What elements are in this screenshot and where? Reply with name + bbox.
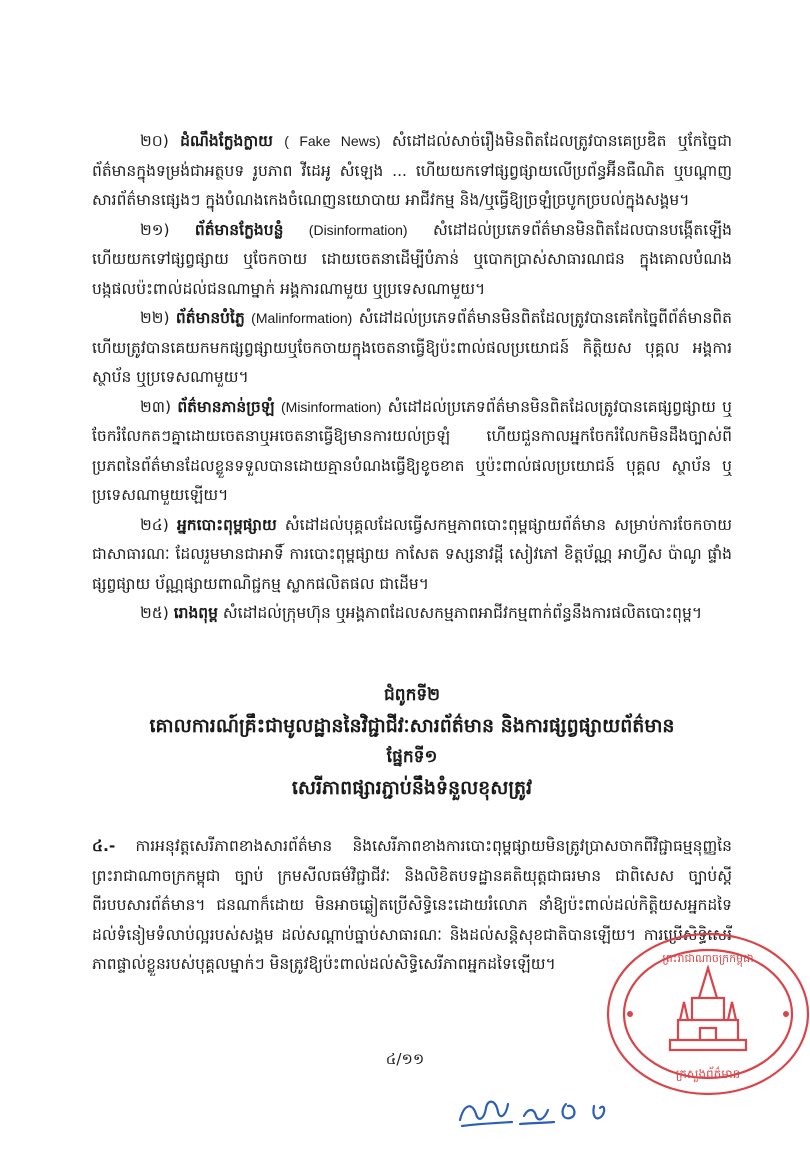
- definition-20: [92, 127, 732, 216]
- page-number: ៤/១១: [385, 1050, 425, 1068]
- definition-english: (Malinformation): [251, 310, 353, 326]
- definition-25: [92, 599, 732, 629]
- definition-number: ២៣): [140, 397, 172, 416]
- handwritten-initials: [454, 1090, 624, 1134]
- seal-bottom-text: ក្រសួងព័ត៌មាន: [675, 1067, 741, 1081]
- definition-body: សំដៅដល់បុគ្គលដែលធ្វើសកម្មភាពបោះពុម្ពផ្សាយព័ត៌មាន សម្រាប់ការចែកចាយជាសាធារណៈ ដែលរួមមានជាអាទិ៍ ការបោះពុម្ពផ្សាយ កាសែត ទស្សនាវដ្ដី សៀវភៅ ខិត្តប័ណ្ណ អាហ្វីស ប៉ាណូ ផ្ទាំងផ្សព្វផ្សាយ ប័ណ្ណផ្សាយពាណិជ្ជកម្ម ស្លាកផលិតផល ជាដើម។: [92, 515, 732, 593]
- definition-number: ២៤): [140, 515, 169, 534]
- definition-number: ២២): [140, 309, 170, 327]
- section-label: ផ្នែកទី១: [386, 747, 438, 767]
- definition-23: [92, 393, 732, 511]
- definition-english: ( Fake News): [284, 133, 381, 149]
- chapter-title: គោលការណ៍គ្រឹះជាមូលដ្ឋាននៃវិជ្ជាជីវៈសារព័ត៌មាន និងការផ្សព្វផ្សាយព័ត៌មាន: [149, 715, 675, 737]
- definition-term: ព័ត៌មានបំភ្លៃ: [175, 309, 245, 327]
- definition-number: ២១): [140, 220, 170, 239]
- definition-body: សំដៅដល់ក្រុមហ៊ុន ឬអង្គភាពដែលសកម្មភាពអាជីវកម្មពាក់ព័ន្ធនឹងការផលិតបោះពុម្ព។: [217, 604, 703, 622]
- definition-term: អ្នកបោះពុម្ពផ្សាយ: [176, 515, 277, 534]
- definition-22: [92, 304, 732, 393]
- article-number: ៤.-: [92, 837, 116, 855]
- article-body: ការអនុវត្តសេរីភាពខាងសារព័ត៌មាន និងសេរីភាពខាងការបោះពុម្ពផ្សាយមិនត្រូវប្រាសចាកពីវិជ្ជាធម្មនុញ្ញនៃព្រះរាជាណាចក្រកម្ពុជា ច្បាប់ ក្រមសីលធម៌វិជ្ជាជីវៈ និងលិខិតបទដ្ឋានគតិយុត្តជាធរមាន ជាពិសេស ច្បាប់ស្ដីពីរបបសារព័ត៌មាន។ ជនណាក៏ដោយ មិនអាចឆ្លៀតប្រើសិទ្ធិនេះដោយរំលោភ នាំឱ្យប៉ះពាល់ដល់កិត្តិយសអ្នកដទៃ ដល់ទំនៀមទំលាប់ល្អរបស់សង្គម ដល់សណ្ដាប់ធ្នាប់សាធារណៈ និងដល់សន្ដិសុខជាតិបានឡើយ។ ការប្រើសិទ្ធិសេរីភាពផ្ទាល់ខ្លួនរបស់បុគ្គលម្នាក់ៗ មិនត្រូវឱ្យប៉ះពាល់ដល់សិទ្ធិសេរីភាពអ្នកដទៃឡើយ។: [92, 837, 732, 973]
- definition-term: ដំណឹងក្លែងក្លាយ: [180, 132, 273, 150]
- ministry-seal: [600, 928, 810, 1098]
- definition-english: (Misinformation): [281, 398, 382, 415]
- seal-top-text: ព្រះរាជាណាចក្រកម្ពុជា: [662, 952, 754, 965]
- section-title: សេរីភាពផ្សារភ្ជាប់នឹងទំនួលខុសត្រូវ: [291, 777, 533, 799]
- definition-body: សំដៅដល់ប្រភេទព័ត៌មានមិនពិតដែលត្រូវបានគេផ្សព្វផ្សាយ ឬចែករំលែកតៗគ្នាដោយចេតនាឬអចេតនាធ្វើឱ្យមានការយល់ច្រឡំ ហើយជួនកាលអ្នកចែករំលែកមិនដឹងច្បាស់ពីប្រភពនៃព័ត៌មានដែលខ្លួនទទួលបានដោយគ្មានបំណងធ្វើឱ្យខូចខាត ឬប៉ះពាល់ផលប្រយោជន៍ បុគ្គល ស្ថាប័ន ឬប្រទេសណាមួយឡើយ។: [92, 397, 732, 504]
- definition-number: ២០): [140, 132, 169, 150]
- chapter-label: ជំពូកទី២: [383, 685, 441, 705]
- definition-english: (Disinformation): [308, 221, 408, 238]
- definition-term: រោងពុម្ព: [173, 604, 218, 622]
- definition-body: សំដៅដល់ប្រភេទព័ត៌មានមិនពិតដែលបានបង្កើតឡើង ហើយយកទៅផ្សព្វផ្សាយ ឬចែកចាយ ដោយចេតនាដើម្បីបំភាន់ ឬបោកប្រាស់សាធារណជន ក្នុងគោលបំណងបង្កផលប៉ះពាល់ដល់ជនណាម្នាក់ អង្គការណាមួយ ឬប្រទេសណាមួយ។: [92, 220, 732, 298]
- definition-body: សំដៅដល់ប្រភេទព័ត៌មានមិនពិតដែលត្រូវបានគេកែច្នៃពីព័ត៌មានពិត ហើយត្រូវបានគេយកមកផ្សព្វផ្សាយឬចែកចាយក្នុងចេតនាធ្វើឱ្យប៉ះពាល់ផលប្រយោជន៍ កិត្តិយស បុគ្គល អង្គការ ស្ថាប័ន ឬប្រទេសណាមួយ។: [92, 309, 732, 386]
- definition-21: [92, 216, 732, 305]
- definition-term: ព័ត៌មានភាន់ច្រឡំ: [177, 397, 275, 416]
- chapter-heading-block: [92, 680, 732, 804]
- definition-body: សំដៅដល់សាច់រឿងមិនពិតដែលត្រូវបានគេប្រឌិត ឬកែច្នៃជាព័ត៌មានក្នុងទម្រង់ជាអត្ថបទ រូបភាព វីដេអូ សំឡេង ... ហើយយកទៅផ្សព្វផ្សាយលើប្រព័ន្ធអ៊ីនធឺណិត ឬបណ្ដាញសារព័ត៌មានផ្សេងៗ ក្នុងបំណងកេងចំណេញនយោបាយ អាជីវកម្ម និង/ឬធ្វើឱ្យច្រឡំច្របូកច្របល់ក្នុងសង្គម។: [92, 132, 732, 209]
- definitions-block: [92, 127, 732, 629]
- definition-number: ២៥): [140, 604, 169, 622]
- definition-term: ព័ត៌មានក្លែងបន្លំ: [194, 220, 284, 239]
- definition-24: [92, 511, 732, 600]
